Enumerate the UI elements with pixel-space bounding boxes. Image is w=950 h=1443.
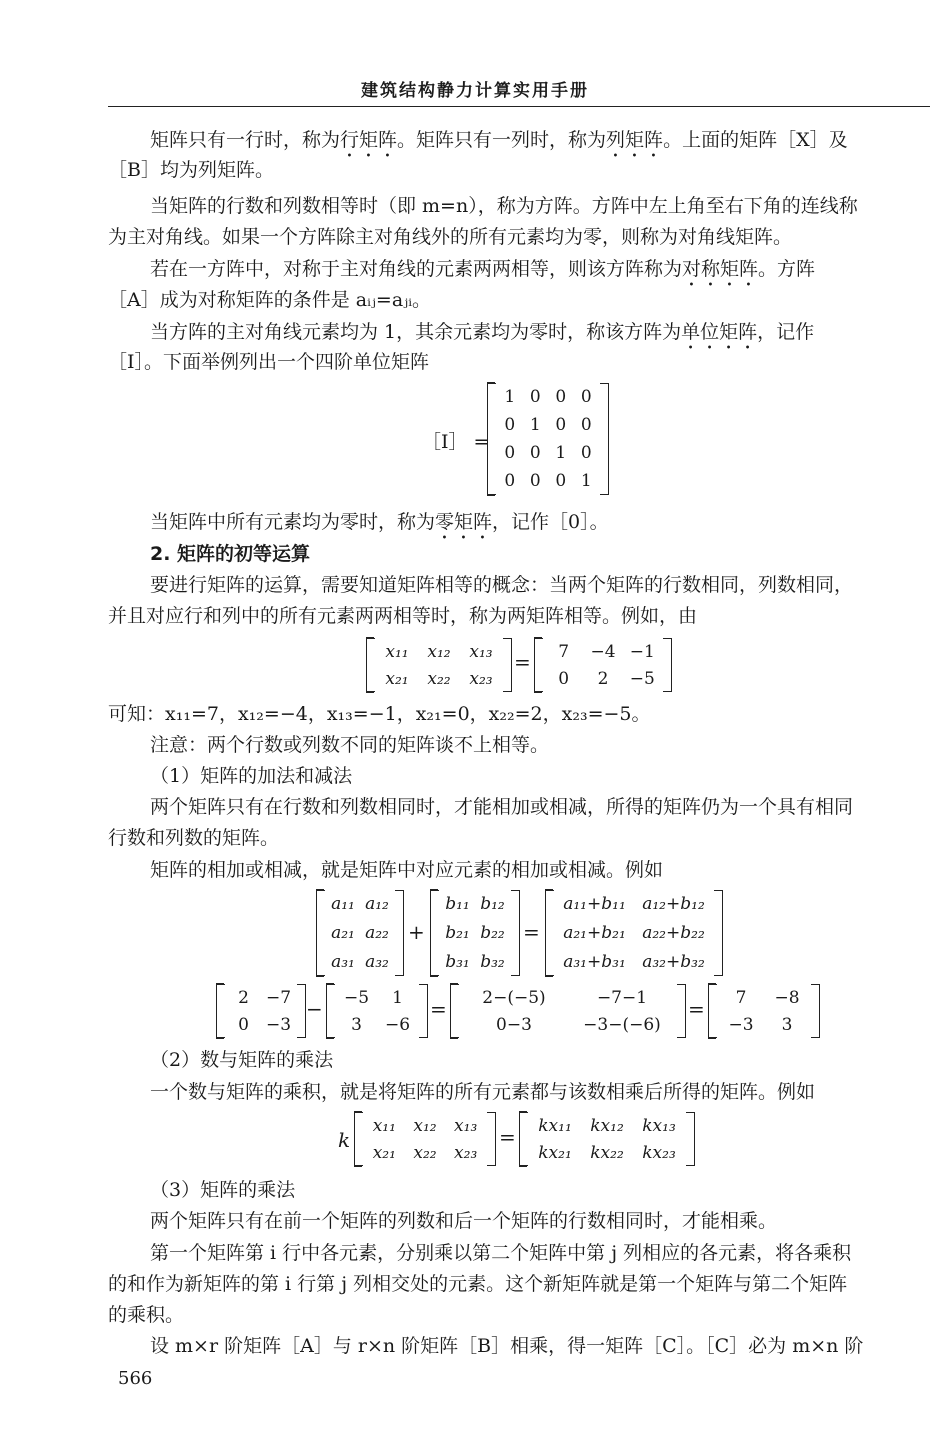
matrix-cell: −3−(−6): [583, 1014, 661, 1035]
right-bracket: [677, 984, 686, 1038]
right-bracket: [811, 984, 820, 1038]
equals-sign: =: [688, 997, 705, 1021]
matrix-kx: [519, 1112, 695, 1166]
matrix-cell: x₁₂: [427, 641, 451, 662]
text-line: ［A］成为对称矩阵的条件是 aᵢⱼ=aⱼᵢ。: [108, 289, 432, 311]
matrix-cell: 1: [580, 471, 592, 491]
text-line: ［B］均为列矩阵。: [108, 159, 274, 181]
right-bracket: [511, 890, 520, 976]
matrix-cell: −8: [774, 987, 800, 1008]
matrix-values: [534, 638, 672, 692]
matrix-cell: kx₂₁: [538, 1142, 572, 1163]
matrix-grid: [519, 1112, 695, 1166]
matrix-cell: kx₁₃: [642, 1115, 676, 1136]
matrix-cell: x₁₃: [454, 1115, 478, 1136]
matrix-cell: 1: [529, 415, 541, 435]
matrix-grid: [534, 638, 672, 692]
matrix-cell: 2−(−5): [482, 987, 546, 1008]
matrix-cell: 0: [504, 415, 516, 435]
matrix-grid: [430, 890, 520, 976]
text-line: 的和作为新矩阵的第 i 行第 j 列相交处的元素。这个新矩阵就是第一个矩阵与第二个矩阵: [108, 1273, 848, 1295]
matrix-cell: b₃₁: [445, 951, 470, 972]
left-bracket: [450, 984, 459, 1038]
text-line: 为主对角线。如果一个方阵除主对角线外的所有元素均为零，则称为对角线矩阵。: [108, 226, 793, 248]
matrix-cell: x₂₃: [454, 1142, 478, 1163]
matrix-cell: 0: [504, 443, 516, 463]
text-line: 并且对应行和列中的所有元素两两相等时，称为两矩阵相等。例如，由: [108, 605, 698, 627]
matrix-cell: 0: [555, 471, 567, 491]
matrix-cell: a₃₁: [331, 951, 355, 972]
left-bracket: [519, 1112, 528, 1166]
text-line: 矩阵只有一行时，称为行矩阵。矩阵只有一列时，称为列矩阵。上面的矩阵［X］及: [150, 129, 848, 151]
text-line: 行数和列数的矩阵。: [108, 827, 280, 849]
matrix-cell: −1: [629, 641, 655, 662]
matrix-cell: a₂₁+b₂₁: [563, 922, 626, 943]
matrix-cell: a₂₂: [365, 922, 389, 943]
matrix-cell: 7: [558, 641, 570, 662]
matrix-cell: 0: [580, 443, 592, 463]
equals-sign: =: [430, 997, 447, 1021]
matrix-cell: kx₁₁: [538, 1115, 572, 1136]
matrix-cell: 1: [504, 387, 516, 407]
left-bracket: [708, 984, 717, 1038]
matrix-cell: 0: [580, 387, 592, 407]
left-bracket: [545, 890, 554, 976]
text-line: 矩阵的相加或相减，就是矩阵中对应元素的相加或相减。例如: [150, 859, 664, 881]
subheading: （2）数与矩阵的乘法: [150, 1049, 334, 1071]
matrix-cell: x₂₁: [372, 1142, 396, 1163]
matrix-cell: −3: [728, 1014, 754, 1035]
left-bracket: [326, 984, 335, 1038]
matrix-cell: 2: [597, 668, 609, 689]
right-bracket: [419, 984, 428, 1038]
matrix-cell: 0: [529, 471, 541, 491]
matrix-cell: 1: [392, 987, 403, 1008]
matrix-cell: 0: [580, 415, 592, 435]
matrix-difference-expr: [450, 984, 686, 1038]
matrix-difference: [708, 984, 820, 1038]
matrix-grid: [326, 984, 428, 1038]
identity-matrix: [487, 383, 609, 495]
section-heading: 2. 矩阵的初等运算: [150, 543, 311, 565]
matrix-cell: b₂₂: [480, 922, 505, 943]
left-bracket: [316, 890, 325, 976]
text-line: 可知：x₁₁=7，x₁₂=−4，x₁₃=−1，x₂₁=0，x₂₂=2，x₂₃=−5。: [108, 703, 651, 725]
matrix-x: [354, 1112, 496, 1166]
left-bracket: [430, 890, 439, 976]
right-bracket: [395, 890, 404, 976]
matrix-a: [316, 890, 404, 976]
right-bracket: [686, 1112, 695, 1166]
matrix-cell: x₂₁: [385, 668, 409, 689]
matrix-cell: b₁₂: [480, 894, 505, 915]
matrix-cell: a₁₂: [365, 894, 389, 915]
text-line: ［I］。下面举例列出一个四阶单位矩阵: [108, 351, 430, 373]
matrix-cell: −4: [590, 641, 616, 662]
matrix-cell: x₁₃: [469, 641, 493, 662]
text-line: 设 m×r 阶矩阵［A］与 r×n 阶矩阵［B］相乘，得一矩阵［C］。［C］必为 m×n 阶: [150, 1335, 864, 1357]
page-number: 566: [118, 1368, 153, 1389]
matrix-grid: [545, 890, 723, 976]
text-line: 要进行矩阵的运算，需要知道矩阵相等的概念：当两个矩阵的行数相同，列数相同，: [150, 574, 854, 596]
matrix-cell: a₁₁: [331, 894, 355, 915]
matrix-cell: x₁₂: [413, 1115, 437, 1136]
matrix-cell: kx₂₃: [642, 1142, 676, 1163]
matrix-cell: 0−3: [496, 1014, 532, 1035]
running-header: 建筑结构静力计算实用手册: [361, 81, 589, 101]
scalar-k: k: [338, 1128, 351, 1152]
matrix-cell: x₁₁: [385, 641, 409, 662]
matrix-x: [366, 638, 512, 692]
equals-sign: =: [523, 920, 540, 944]
matrix-cell: −5: [343, 987, 370, 1008]
matrix-grid: [366, 638, 512, 692]
plus-sign: +: [408, 920, 425, 944]
right-bracket: [503, 638, 512, 692]
matrix-cell: 0: [238, 1014, 249, 1035]
left-bracket: [534, 638, 543, 692]
matrix-cell: 3: [351, 1014, 362, 1035]
matrix-cell: 0: [529, 443, 541, 463]
text-line: 若在一方阵中，对称于主对角线的元素两两相等，则该方阵称为对称矩阵。方阵: [150, 258, 816, 280]
matrix-sum: [545, 890, 723, 976]
identity-lhs: ［I］ =: [422, 431, 490, 453]
matrix-cell: −7−1: [596, 987, 648, 1008]
text-line: 两个矩阵只有在行数和列数相同时，才能相加或相减，所得的矩阵仍为一个具有相同: [150, 796, 854, 818]
text-line: 两个矩阵只有在前一个矩阵的列数和后一个矩阵的行数相同时，才能相乘。: [150, 1210, 778, 1232]
matrix-cell: a₁₂+b₁₂: [642, 894, 705, 915]
matrix-cell: x₁₁: [372, 1115, 396, 1136]
text-line: 当矩阵中所有元素均为零时，称为零矩阵，记作［0］。: [150, 511, 609, 533]
equals-sign: =: [499, 1125, 516, 1149]
minus-sign: −: [306, 997, 323, 1021]
right-bracket: [600, 383, 609, 495]
matrix-cell: a₂₁: [331, 922, 355, 943]
matrix-cell: a₁₁+b₁₁: [563, 894, 626, 915]
matrix-grid: [450, 984, 686, 1038]
subheading: （1）矩阵的加法和减法: [150, 765, 353, 787]
text-line: 当矩阵的行数和列数相等时（即 m=n），称为方阵。方阵中左上角至右下角的连线称: [150, 195, 858, 217]
matrix-cell: kx₂₂: [590, 1142, 624, 1163]
matrix-cell: 1: [555, 443, 567, 463]
matrix-grid: [316, 890, 404, 976]
matrix-cell: a₂₂+b₂₂: [642, 922, 705, 943]
matrix-cell: 0: [558, 668, 570, 689]
matrix-cell: 0: [555, 387, 567, 407]
matrix-b: [430, 890, 520, 976]
matrix-grid: [354, 1112, 496, 1166]
matrix-cell: 0: [504, 471, 516, 491]
matrix-grid: [487, 383, 609, 495]
matrix-cell: x₂₃: [469, 668, 493, 689]
matrix-cell: −3: [265, 1014, 292, 1035]
right-bracket: [487, 1112, 496, 1166]
right-bracket: [663, 638, 672, 692]
text-line: 当方阵的主对角线元素均为 1，其余元素均为零时，称该方阵为单位矩阵，记作: [150, 321, 815, 343]
matrix-cell: b₁₁: [445, 894, 470, 915]
right-bracket: [297, 984, 306, 1038]
matrix-minuend: [216, 984, 306, 1038]
matrix-cell: 0: [529, 387, 541, 407]
matrix-cell: 0: [555, 415, 567, 435]
text-line: 第一个矩阵第 i 行中各元素，分别乘以第二个矩阵中第 j 列相应的各元素，将各乘积: [150, 1242, 852, 1264]
matrix-cell: a₃₂+b₃₂: [642, 951, 705, 972]
matrix-grid: [216, 984, 306, 1038]
left-bracket: [487, 383, 496, 495]
matrix-cell: −7: [265, 987, 292, 1008]
matrix-cell: x₂₂: [413, 1142, 437, 1163]
matrix-cell: 3: [781, 1014, 793, 1035]
left-bracket: [354, 1112, 363, 1166]
matrix-cell: b₂₁: [445, 922, 470, 943]
matrix-cell: 7: [735, 987, 747, 1008]
subheading: （3）矩阵的乘法: [150, 1179, 296, 1201]
matrix-subtrahend: [326, 984, 428, 1038]
matrix-cell: a₃₂: [365, 951, 389, 972]
matrix-cell: x₂₂: [427, 668, 451, 689]
left-bracket: [216, 984, 225, 1038]
text-line: 的乘积。: [108, 1304, 185, 1326]
right-bracket: [714, 890, 723, 976]
header-rule: [108, 106, 930, 107]
matrix-grid: [708, 984, 820, 1038]
matrix-cell: −5: [629, 668, 655, 689]
text-line: 一个数与矩阵的乘积，就是将矩阵的所有元素都与该数相乘后所得的矩阵。例如: [150, 1081, 816, 1103]
matrix-cell: 2: [238, 987, 249, 1008]
matrix-cell: b₃₂: [480, 951, 505, 972]
matrix-cell: kx₁₂: [590, 1115, 624, 1136]
text-line: 注意：两个行数或列数不同的矩阵谈不上相等。: [150, 734, 550, 756]
equals-sign: =: [514, 650, 531, 674]
matrix-cell: a₃₁+b₃₁: [563, 951, 626, 972]
left-bracket: [366, 638, 375, 692]
matrix-cell: −6: [384, 1014, 411, 1035]
